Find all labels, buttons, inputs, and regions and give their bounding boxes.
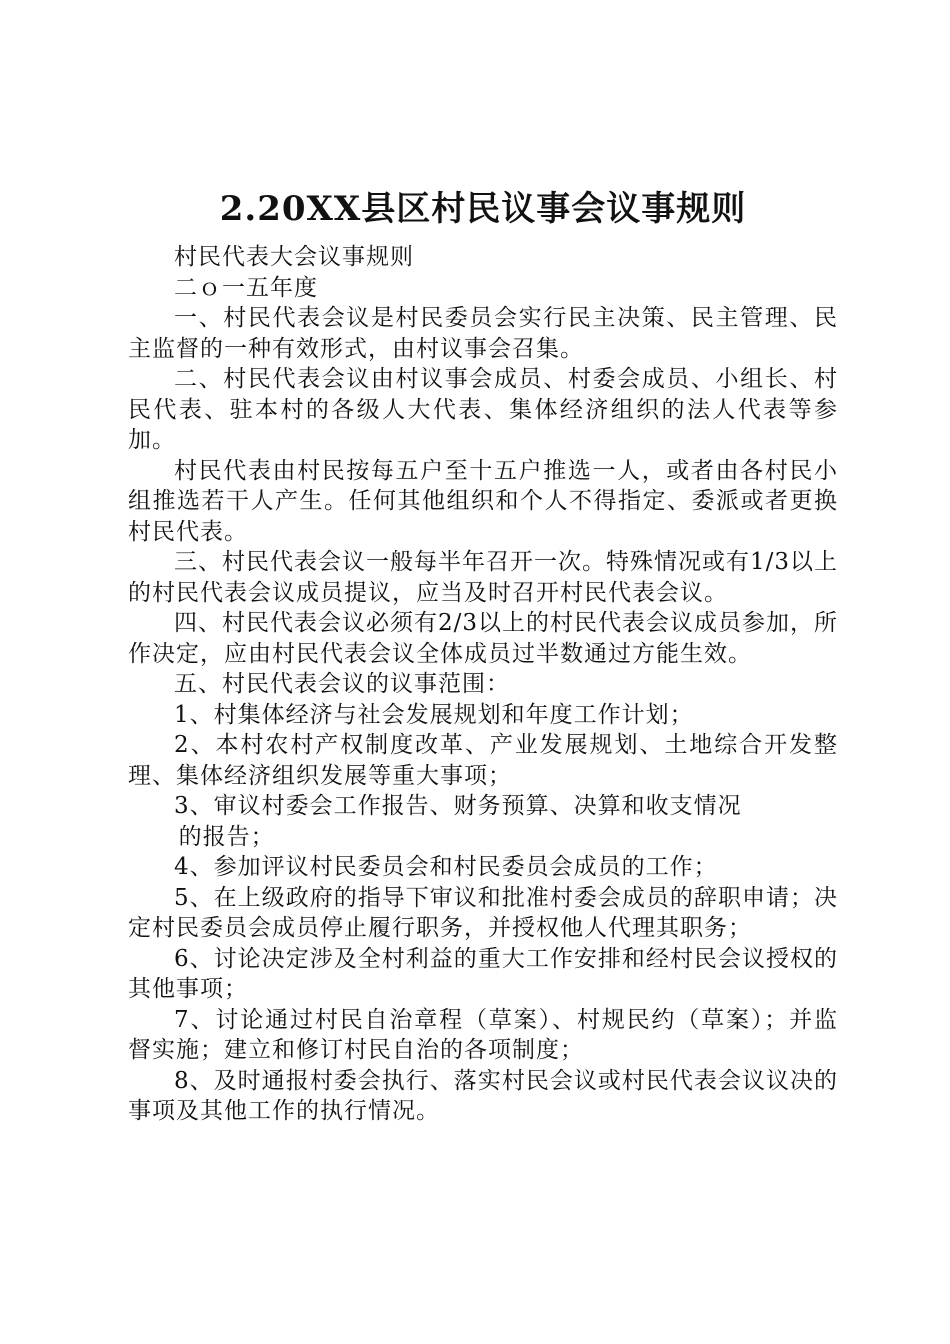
list-item-2: 2、本村农村产权制度改革、产业发展规划、土地综合开发整理、集体经济组织发展等重大事项； <box>128 732 838 789</box>
list-item-8: 8、及时通报村委会执行、落实村民会议或村民代表会议议决的事项及其他工作的执行情况。 <box>128 1067 838 1124</box>
list-item-7: 7、讨论通过村民自治章程（草案）、村规民约（草案）；并监督实施；建立和修订村民自治的各项制度； <box>128 1006 838 1063</box>
paragraph-subtitle: 村民代表大会议事规则 <box>174 244 414 270</box>
list-item-3-continued: 的报告； <box>178 823 275 850</box>
paragraph-rule-4: 四、村民代表会议必须有2/3以上的村民代表会议成员参加，所作决定，应由村民代表会议全体成员过半数通过方能生效。 <box>128 610 839 667</box>
paragraph-year: 二ｏ一五年度 <box>174 274 318 301</box>
list-item-5: 5、在上级政府的指导下审议和批准村委会成员的辞职申请；决定村民委员会成员停止履行职务，并授权他人代理其职务； <box>128 884 838 941</box>
paragraph-rule-3: 三、村民代表会议一般每半年召开一次。特殊情况或有1/3以上的村民代表会议成员提议，应当及时召开村民代表会议。 <box>128 549 839 606</box>
list-item-1: 1、村集体经济与社会发展规划和年度工作计划； <box>174 701 694 728</box>
paragraph-rule-2: 二、村民代表会议由村议事会成员、村委会成员、小组长、村民代表、驻本村的各级人大代表、集体经济组织的法人代表等参加。 <box>128 366 838 453</box>
paragraph-representatives: 村民代表由村民按每五户至十五户推选一人，或者由各村民小组推选若干人产生。任何其他组织和个人不得指定、委派或者更换村民代表。 <box>128 457 838 545</box>
list-item-3: 3、审议村委会工作报告、财务预算、决算和收支情况 <box>174 793 742 819</box>
paragraph-rule-5: 五、村民代表会议的议事范围： <box>174 671 510 697</box>
document-title: 2.20XX县区村民议事会议事规则 <box>219 189 747 229</box>
document-body <box>128 242 838 1127</box>
document-page <box>128 186 838 1127</box>
paragraph-rule-1: 一、村民代表会议是村民委员会实行民主决策、民主管理、民主监督的一种有效形式，由村议事会召集。 <box>128 305 838 362</box>
list-item-6: 6、讨论决定涉及全村利益的重大工作安排和经村民会议授权的其他事项； <box>128 945 838 1002</box>
list-item-4: 4、参加评议村民委员会和村民委员会成员的工作； <box>174 854 718 880</box>
